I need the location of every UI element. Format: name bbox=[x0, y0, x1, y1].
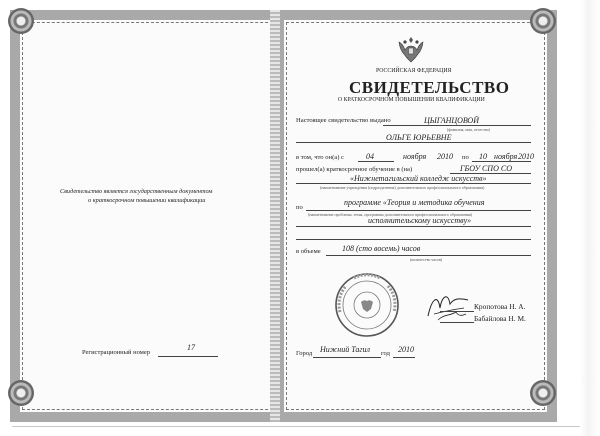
volume-caption: (количество часов) bbox=[410, 257, 443, 262]
year-label: год bbox=[381, 350, 391, 357]
program-line-1-rule bbox=[306, 210, 531, 211]
corner-rosette bbox=[530, 380, 556, 406]
signer-1: Кропотова Н. А. bbox=[474, 302, 526, 311]
corner-rosette bbox=[8, 8, 34, 34]
city-label: Город bbox=[296, 350, 313, 357]
surname: ЦЫГАНЦОВОЙ bbox=[424, 116, 479, 125]
notice-line-2: о краткосрочном повышении квалификации bbox=[88, 197, 206, 204]
from-year: 2010 bbox=[437, 152, 453, 161]
to-date-line bbox=[472, 161, 531, 162]
trained-label: прошел(а) краткосрочное обучение в (на) bbox=[296, 166, 413, 173]
registration-number: 17 bbox=[187, 343, 195, 352]
signer-2: Бабайлова Н. М. bbox=[474, 314, 526, 323]
surname-line bbox=[383, 125, 531, 126]
handwritten-signatures bbox=[424, 288, 470, 322]
year: 2010 bbox=[398, 345, 414, 354]
program-prefix: по bbox=[296, 204, 303, 211]
left-page-frame bbox=[10, 10, 284, 422]
to-month: ноября bbox=[494, 152, 518, 161]
volume-rule bbox=[326, 255, 531, 256]
signature-line-1 bbox=[440, 311, 474, 312]
official-seal-stamp bbox=[334, 272, 400, 338]
period-to: по bbox=[462, 154, 469, 161]
issued-label: Настоящее свидетельство выдано bbox=[296, 117, 391, 124]
center-fold bbox=[270, 10, 280, 422]
program-caption: (наименование проблемы, темы, программы дополнительного профессионального образования) bbox=[308, 212, 473, 217]
double-headed-eagle-emblem bbox=[396, 34, 426, 66]
certificate-title: СВИДЕТЕЛЬСТВО bbox=[349, 78, 510, 97]
volume-label: в объеме bbox=[296, 248, 321, 255]
given-names-line bbox=[296, 142, 531, 143]
volume-value: 108 (сто восемь) часов bbox=[342, 244, 421, 253]
corner-rosette bbox=[8, 380, 34, 406]
institution-line-2-rule bbox=[296, 183, 531, 184]
corner-rosette bbox=[530, 8, 556, 34]
year-line bbox=[393, 357, 415, 358]
page-edge bbox=[580, 0, 600, 436]
scan-edge-line bbox=[12, 426, 580, 427]
period-prefix: в том, что он(а) с bbox=[296, 154, 344, 161]
from-day: 04 bbox=[366, 152, 374, 161]
certificate-subtitle: О КРАТКОСРОЧНОМ ПОВЫШЕНИИ КВАЛИФИКАЦИИ bbox=[338, 97, 485, 103]
institution-caption: (наименование учреждения (подразделения) дополнительного профессионального образования) bbox=[320, 185, 485, 190]
to-year: 2010 bbox=[518, 152, 534, 161]
city: Нижний Тагил bbox=[320, 345, 370, 354]
program-blank-rule bbox=[296, 239, 531, 240]
registration-label: Регистрационный номер bbox=[82, 349, 150, 356]
republic-name: РОССИЙСКАЯ ФЕДЕРАЦИЯ bbox=[376, 68, 452, 74]
registration-line bbox=[158, 356, 218, 357]
given-names: ОЛЬГЕ ЮРЬЕВНЕ bbox=[386, 133, 452, 142]
surname-caption: (фамилия, имя, отчество) bbox=[447, 127, 491, 132]
program-line-2-rule bbox=[296, 226, 531, 227]
institution-line-2: «Нижнетагильский колледж искусств» bbox=[350, 174, 487, 183]
city-line bbox=[313, 357, 381, 358]
institution-line-1: ГБОУ СПО СО bbox=[460, 164, 512, 173]
from-month: ноября bbox=[403, 152, 427, 161]
to-day: 10 bbox=[479, 152, 487, 161]
program-line-2: исполнительскому искусству» bbox=[368, 216, 472, 225]
program-line-1: программе «Теория и методика обучения bbox=[344, 198, 485, 207]
notice-line-1: Свидетельство является государственным документом bbox=[60, 188, 213, 195]
from-day-line bbox=[358, 161, 394, 162]
signature-line-2 bbox=[440, 322, 474, 323]
